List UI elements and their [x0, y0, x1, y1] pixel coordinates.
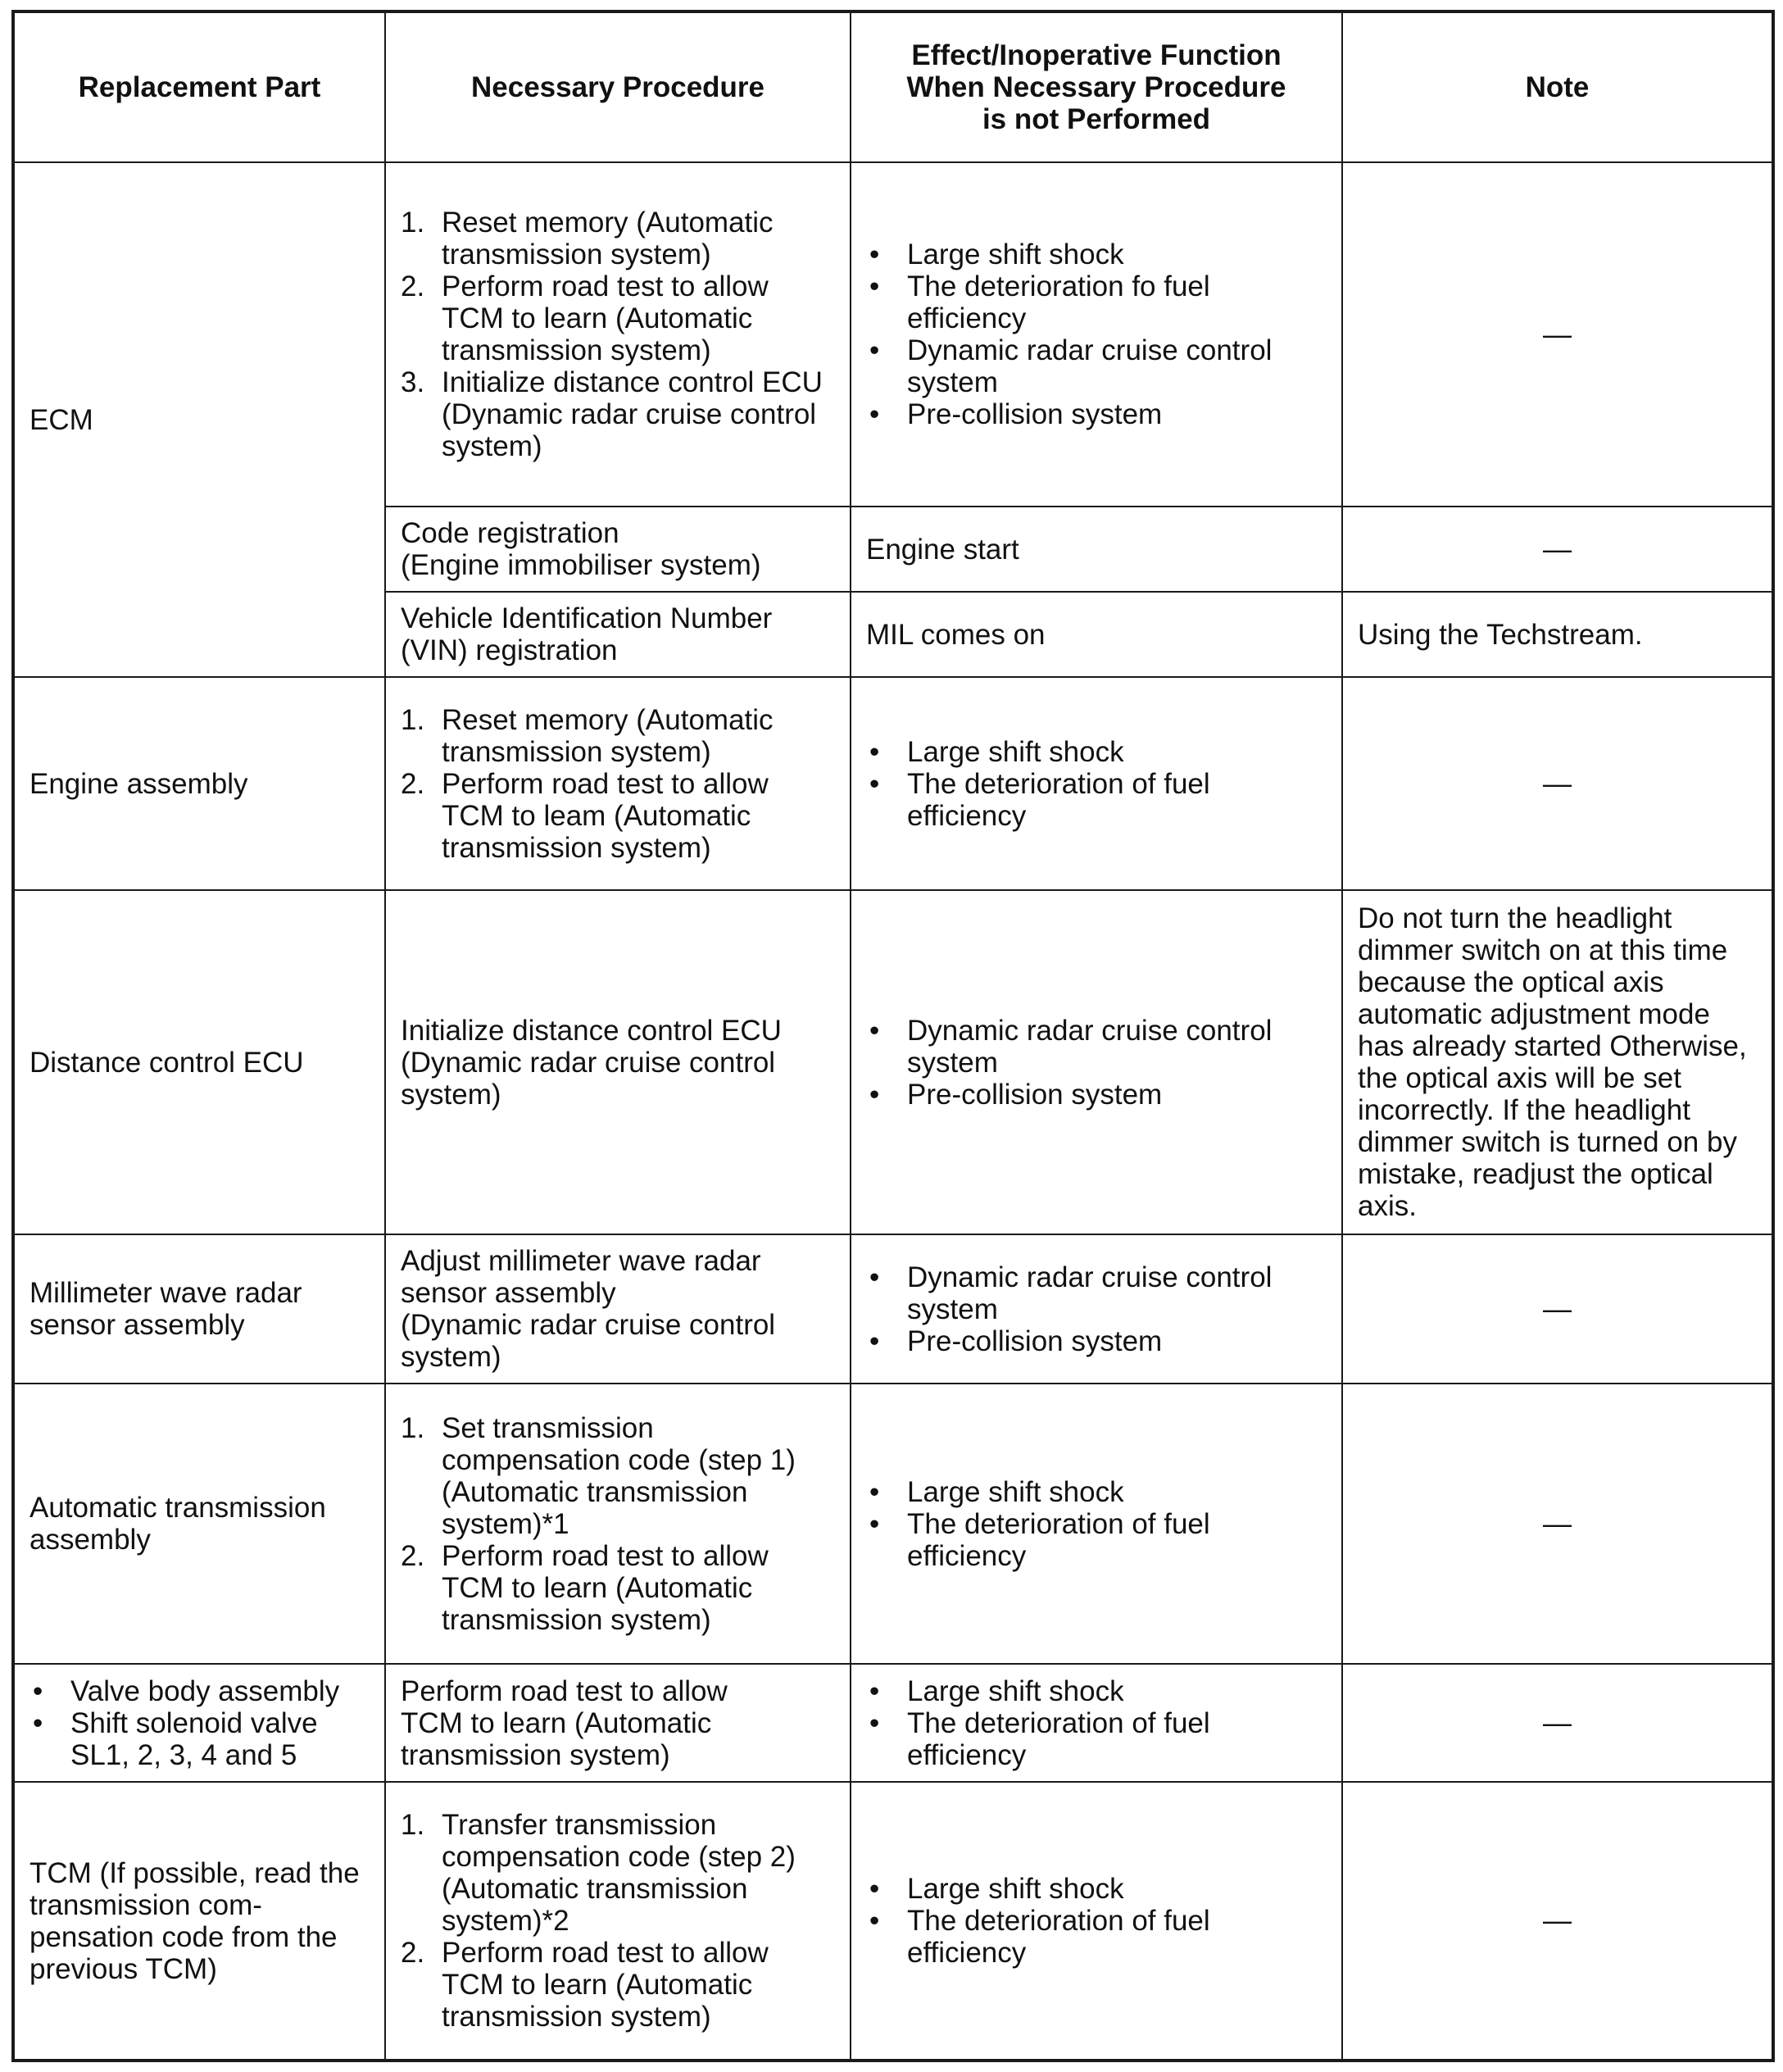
- part-item: • Shift solenoid valve SL1, 2, 3, 4 and 5: [29, 1707, 370, 1771]
- effect-item: • The deterioration of fuel efficiency: [866, 768, 1327, 832]
- effect-cell: [851, 1664, 1342, 1782]
- procedure-cell: [385, 507, 851, 592]
- procedure-step: 1. Set transmission compensation code (step 1) (Automatic transmission system)*1: [401, 1412, 835, 1540]
- replacement-procedure-table: [11, 10, 1775, 2062]
- effect-cell: [851, 1384, 1342, 1664]
- procedure-cell: [385, 1234, 851, 1384]
- procedure-cell: [385, 162, 851, 507]
- effect-item: • Large shift shock: [866, 239, 1327, 270]
- effect-item: • The deterioration of fuel efficiency: [866, 1508, 1327, 1572]
- header-row: [13, 11, 1773, 162]
- procedure-step: 3. Initialize distance control ECU (Dynamic radar cruise control system): [401, 366, 835, 462]
- header-necessary-procedure: Necessary Procedure: [385, 11, 851, 162]
- note-cell: —: [1342, 162, 1773, 507]
- effect-item: • Dynamic radar cruise control system: [866, 1261, 1327, 1325]
- procedure-line: Initialize distance control ECU: [401, 1014, 782, 1047]
- procedure-step: 2. Perform road test to allow TCM to learn (Automatic transmission system): [401, 1540, 835, 1636]
- table-row: [13, 1782, 1773, 2061]
- procedure-line: (Dynamic radar cruise control: [401, 1309, 776, 1341]
- table-row: [13, 1664, 1773, 1782]
- part-cell: Distance control ECU: [13, 890, 385, 1234]
- effect-cell: Engine start: [851, 507, 1342, 592]
- part-cell: TCM (If possible, read the transmission com-pensation code from the previous TCM): [13, 1782, 385, 2061]
- procedure-line: system): [401, 1341, 501, 1373]
- procedure-cell: [385, 677, 851, 890]
- part-cell: Millimeter wave radar sensor assembly: [13, 1234, 385, 1384]
- part-cell: Automatic transmission assembly: [13, 1384, 385, 1664]
- effect-item: • Pre-collision system: [866, 1079, 1327, 1111]
- procedure-line: TCM to learn (Automatic: [401, 1706, 712, 1739]
- note-cell: Using the Techstream.: [1342, 592, 1773, 677]
- procedure-step: 2. Perform road test to allow TCM to leam (Automatic transmission system): [401, 768, 835, 864]
- header-effect: [851, 11, 1342, 162]
- procedure-step: 2. Perform road test to allow TCM to learn (Automatic transmission system): [401, 270, 835, 366]
- procedure-line: (Dynamic radar cruise control: [401, 1046, 776, 1079]
- effect-cell: [851, 162, 1342, 507]
- procedure-line: Code registration: [401, 517, 619, 549]
- procedure-line: transmission system): [401, 1738, 670, 1771]
- effect-item: • Large shift shock: [866, 1873, 1327, 1905]
- note-cell: —: [1342, 507, 1773, 592]
- procedure-cell: [385, 592, 851, 677]
- procedure-step: 1. Transfer transmission compensation code (step 2) (Automatic transmission system)*2: [401, 1809, 835, 1937]
- effect-item: • The deterioration of fuel efficiency: [866, 1905, 1327, 1969]
- effect-item: • The deterioration fo fuel efficiency: [866, 270, 1327, 334]
- effect-cell: [851, 1782, 1342, 2061]
- table-row: [13, 1234, 1773, 1384]
- procedure-line: Perform road test to allow: [401, 1674, 728, 1707]
- procedure-step: 2. Perform road test to allow TCM to learn (Automatic transmission system): [401, 1937, 835, 2033]
- procedure-step: 1. Reset memory (Automatic transmission system): [401, 207, 835, 270]
- effect-cell: [851, 890, 1342, 1234]
- part-cell: [13, 1664, 385, 1782]
- effect-item: • Pre-collision system: [866, 1325, 1327, 1357]
- note-cell: Do not turn the headlight dimmer switch on at this time because the optical axis automatic adjustment mode has already started Otherwise, the optical axis will be set incorrectly. If the headlight dimmer switch is turned on by mistake, readjust the optical axis.: [1342, 890, 1773, 1234]
- header-note: Note: [1342, 11, 1773, 162]
- table-row: [13, 1384, 1773, 1664]
- note-cell: —: [1342, 1384, 1773, 1664]
- procedure-line: (Engine immobiliser system): [401, 549, 761, 581]
- effect-cell: [851, 1234, 1342, 1384]
- effect-item: • Pre-collision system: [866, 398, 1327, 430]
- procedure-cell: [385, 1384, 851, 1664]
- effect-item: • Dynamic radar cruise control system: [866, 334, 1327, 398]
- note-cell: —: [1342, 677, 1773, 890]
- table-row: [13, 890, 1773, 1234]
- effect-item: • Large shift shock: [866, 1675, 1327, 1707]
- procedure-line: system): [401, 1078, 501, 1111]
- procedure-line: sensor assembly: [401, 1277, 616, 1309]
- procedure-line: (VIN) registration: [401, 634, 618, 666]
- effect-item: • Large shift shock: [866, 1476, 1327, 1508]
- table-row: [13, 162, 1773, 507]
- effect-item: • Dynamic radar cruise control system: [866, 1015, 1327, 1079]
- effect-cell: MIL comes on: [851, 592, 1342, 677]
- header-effect-text: Effect/Inoperative Function When Necessary Procedure is not Performed: [906, 39, 1286, 135]
- part-cell: Engine assembly: [13, 677, 385, 890]
- part-cell: ECM: [13, 162, 385, 677]
- table-row: [13, 677, 1773, 890]
- note-cell: —: [1342, 1782, 1773, 2061]
- procedure-cell: [385, 890, 851, 1234]
- part-item: • Valve body assembly: [29, 1675, 370, 1707]
- procedure-cell: [385, 1782, 851, 2061]
- procedure-line: Adjust millimeter wave radar: [401, 1245, 761, 1277]
- procedure-line: Vehicle Identification Number: [401, 602, 773, 634]
- header-replacement-part: Replacement Part: [13, 11, 385, 162]
- procedure-cell: [385, 1664, 851, 1782]
- procedure-step: 1. Reset memory (Automatic transmission system): [401, 704, 835, 768]
- effect-item: • Large shift shock: [866, 736, 1327, 768]
- effect-item: • The deterioration of fuel efficiency: [866, 1707, 1327, 1771]
- note-cell: —: [1342, 1664, 1773, 1782]
- note-cell: —: [1342, 1234, 1773, 1384]
- effect-cell: [851, 677, 1342, 890]
